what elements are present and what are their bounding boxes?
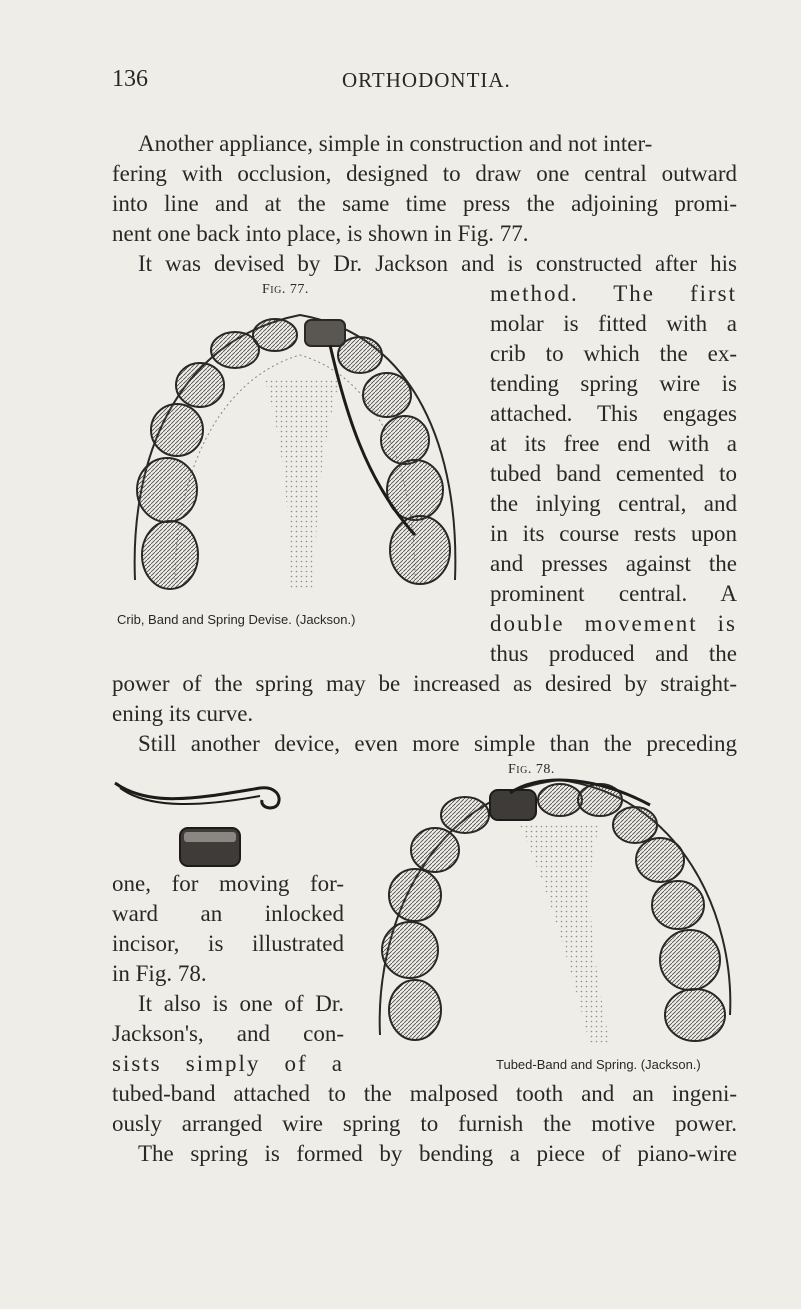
running-title: ORTHODONTIA. xyxy=(342,68,511,92)
text-line: at its free end with a xyxy=(490,431,737,456)
text-line: prominent central. A xyxy=(490,581,737,606)
spring-band-detail-illustration xyxy=(110,778,300,878)
text-line: tubed band cemented to xyxy=(490,461,737,486)
text-line: fering with occlusion, designed to draw one central outward xyxy=(112,161,737,186)
text-line: sists simply of a xyxy=(112,1051,344,1076)
figure-78-caption: Tubed-Band and Spring. (Jackson.) xyxy=(496,1057,701,1072)
page-number: 136 xyxy=(112,66,148,92)
text-line: power of the spring may be increased as desired by straight- xyxy=(112,671,737,696)
text-line: one, for moving for- xyxy=(112,871,344,896)
text-line: in its course rests upon xyxy=(490,521,737,546)
text-line: ening its curve. xyxy=(112,701,254,726)
text-line: tubed-band attached to the malposed tooth and an ingeni- xyxy=(112,1081,737,1106)
text-line: ward an inlocked xyxy=(112,901,344,926)
text-line: The spring is formed by bending a piece of piano-wire xyxy=(138,1141,737,1166)
text-line: ously arranged wire spring to furnish the motive power. xyxy=(112,1111,737,1136)
figure-78-label: Fig. 78. xyxy=(508,762,555,777)
text-line: molar is fitted with a xyxy=(490,311,737,336)
text-line: It also is one of Dr. xyxy=(138,991,344,1016)
dental-arch-illustration xyxy=(360,775,765,1050)
text-line: attached. This engages xyxy=(490,401,737,426)
figure-77-label: Fig. 77. xyxy=(262,282,309,297)
text-line: method. The first xyxy=(490,281,737,306)
text-line: tending spring wire is xyxy=(490,371,737,396)
text-line: Jackson's, and con- xyxy=(112,1021,344,1046)
text-line: in Fig. 78. xyxy=(112,961,207,986)
figure-77-caption: Crib, Band and Spring Devise. (Jackson.) xyxy=(117,612,356,627)
text-line: and presses against the xyxy=(490,551,737,576)
text-line: into line and at the same time press the adjoining promi- xyxy=(112,191,737,216)
text-line: incisor, is illustrated xyxy=(112,931,344,956)
dental-arch-illustration xyxy=(115,300,490,610)
text-line: thus produced and the xyxy=(490,641,737,666)
text-line: nent one back into place, is shown in Fig. 77. xyxy=(112,221,529,246)
text-line: the inlying central, and xyxy=(490,491,737,516)
text-line: double movement is xyxy=(490,611,737,636)
text-line: crib to which the ex- xyxy=(490,341,737,366)
text-line: Another appliance, simple in construction and not inter- xyxy=(138,131,653,156)
text-line: It was devised by Dr. Jackson and is constructed after his xyxy=(138,251,737,276)
text-line: Still another device, even more simple than the preceding xyxy=(138,731,737,756)
